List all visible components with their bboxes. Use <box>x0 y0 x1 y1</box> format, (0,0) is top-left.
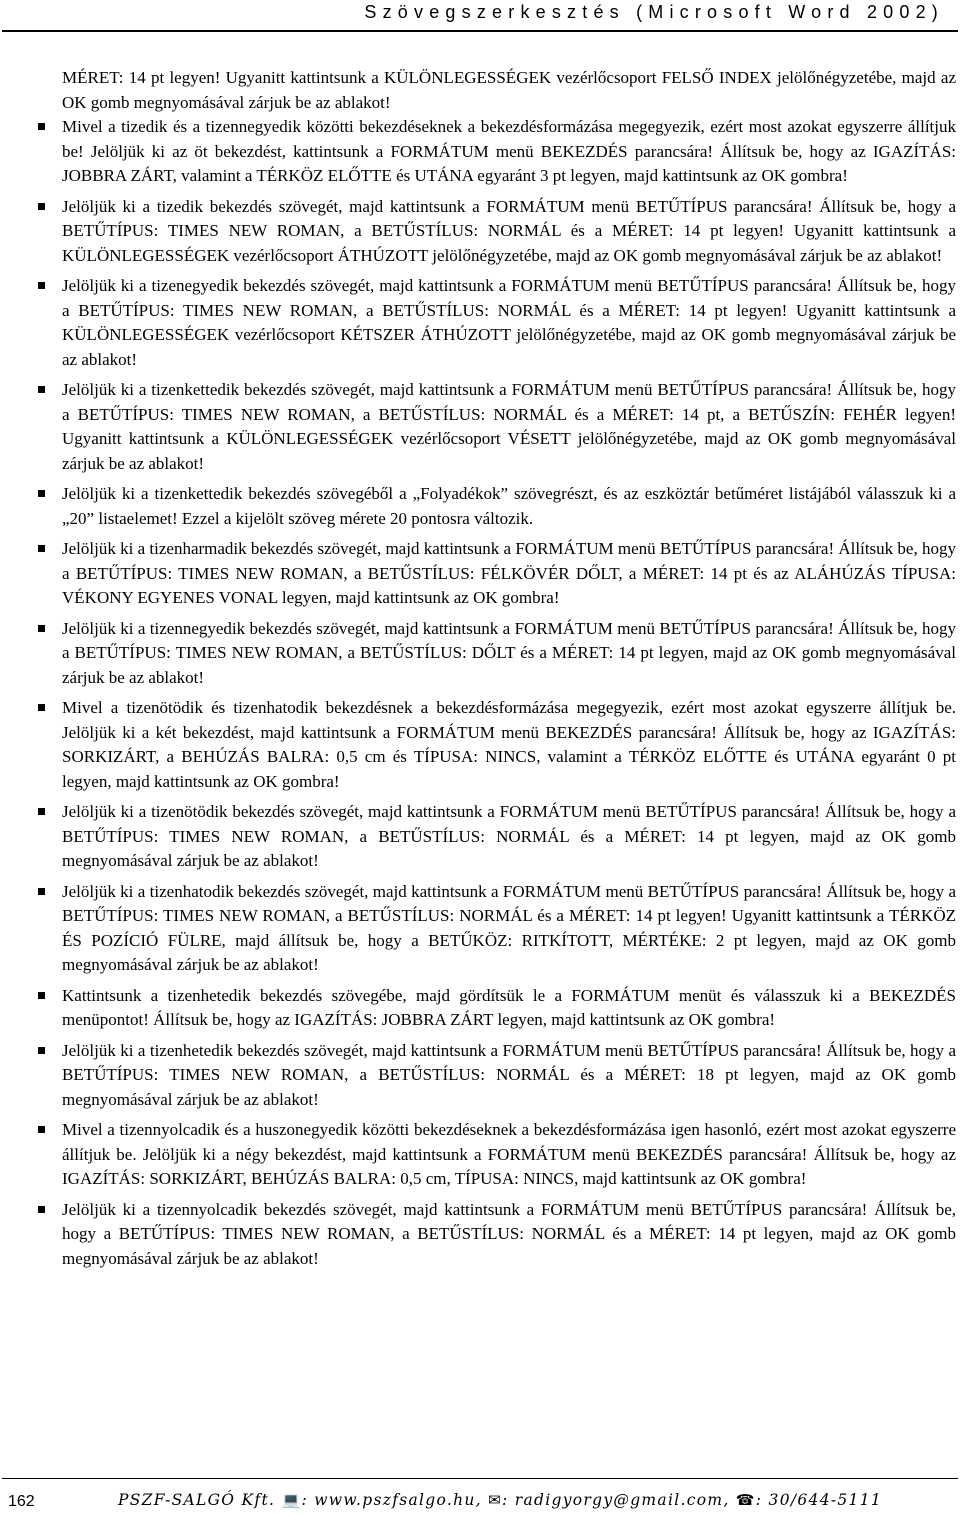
list-item <box>36 617 956 691</box>
envelope-icon: ✉ <box>488 1491 503 1509</box>
page-footer <box>0 1486 960 1516</box>
list-item-text: Mivel a tizenötödik és tizenhatodik bekezdésnek a bekezdésformázása megegyezik, ezért most azokat egyszerre állítjuk be. Jelöljük ki a két bekezdést, majd kattintsunk a FORMÁTUM menü BEKEZDÉS parancsára! Állítsuk be, hogy az IGAZÍTÁS: SORKIZÁRT, a BEHÚZÁS BALRA: 0,5 cm és TÍPUSA: NINCS, valamint a TÉRKÖZ ELŐTTE és UTÁNA egyaránt 0 pt legyen, majd kattintsunk az OK gombra! <box>62 698 956 791</box>
list-item <box>36 1198 956 1272</box>
telephone-icon: ☎ <box>735 1491 756 1509</box>
footer-rule <box>2 1478 958 1479</box>
list-item <box>36 537 956 611</box>
square-bullet-icon <box>38 888 45 895</box>
list-item-text: Jelöljük ki a tizenhetedik bekezdés szövegét, majd kattintsunk a FORMÁTUM menü BETŰTÍPUS parancsára! Állítsuk be, hogy a BETŰTÍPUS: TIMES NEW ROMAN, a BETŰSTÍLUS: NORMÁL és a MÉRET: 18 pt legyen, majd az OK gomb megnyomásával zárjuk be az ablakot! <box>62 1040 956 1109</box>
header-rule <box>2 30 958 32</box>
list-item <box>36 482 956 531</box>
footer-org: PSZF-SALGÓ Kft. <box>118 1491 276 1509</box>
list-item-text: Mivel a tizedik és a tizennegyedik közötti bekezdéseknek a bekezdésformázása megegyezik, ezért most azokat egyszerre állítjuk be! Jelöljük ki az öt bekezdést, kattintsunk a FORMÁTUM menü BEKEZDÉS parancsára! Állítsuk be, hogy az IGAZÍTÁS: JOBBRA ZÁRT, valamint a TÉRKÖZ ELŐTTE és UTÁNA egyaránt 3 pt legyen, majd kattintsunk az OK gombra! <box>62 117 956 185</box>
document-body <box>36 66 956 1277</box>
list-item <box>36 1039 956 1113</box>
footer-phone: 30/644-5111 <box>768 1491 883 1509</box>
list-item-text: Jelöljük ki a tizennegyedik bekezdés szövegét, majd kattintsunk a FORMÁTUM menü BETŰTÍPUS parancsára! Állítsuk be, hogy a BETŰTÍPUS: TIMES NEW ROMAN, a BETŰSTÍLUS: DŐLT és a MÉRET: 14 pt legyen, majd az OK gomb megnyomásával zárjuk be az ablakot! <box>62 618 956 687</box>
intro-paragraph: MÉRET: 14 pt legyen! Ugyanitt kattintsunk a KÜLÖNLEGESSÉGEK vezérlőcsoport FELSŐ INDEX jelölőnégyzetébe, majd az OK gomb megnyomásával zárjuk be az ablakot! <box>62 68 956 112</box>
list-item-text: Jelöljük ki a tizenkettedik bekezdés szövegéből a „Folyadékok” szövegrészt, és az eszköztár betűméret listájából válasszuk ki a „20” listaelemet! Ezzel a kijelölt szöveg mérete 20 pontosra változik. <box>62 484 956 528</box>
list-item <box>36 696 956 794</box>
footer-separator: : <box>301 1491 315 1509</box>
list-item-text: Kattintsunk a tizenhetedik bekezdés szövegébe, majd gördítsük le a FORMÁTUM menüt és válasszuk ki a BEKEZDÉS menüpontot! Állítsuk be, hogy az IGAZÍTÁS: JOBBRA ZÁRT legyen, majd kattintsunk az OK gombra! <box>62 985 956 1029</box>
list-item-text: Jelöljük ki a tizenötödik bekezdés szövegét, majd kattintsunk a FORMÁTUM menü BETŰTÍPUS parancsára! Állítsuk be, hogy a BETŰTÍPUS: TIMES NEW ROMAN, a BETŰSTÍLUS: NORMÁL és a MÉRET: 14 pt legyen, majd az OK gomb megnyomásával zárjuk be az ablakot! <box>62 802 956 870</box>
footer-email[interactable]: radigyorgy@gmail.com, <box>514 1491 730 1509</box>
square-bullet-icon <box>38 1047 45 1054</box>
square-bullet-icon <box>38 123 45 130</box>
square-bullet-icon <box>38 808 45 815</box>
square-bullet-icon <box>38 282 45 289</box>
footer-website[interactable]: www.pszfsalgo.hu, <box>314 1491 482 1509</box>
square-bullet-icon <box>38 490 45 497</box>
square-bullet-icon <box>38 1206 45 1213</box>
list-item <box>36 1118 956 1192</box>
square-bullet-icon <box>38 704 45 711</box>
list-item <box>36 880 956 978</box>
list-item-text: Jelöljük ki a tizedik bekezdés szövegét, majd kattintsunk a FORMÁTUM menü BETŰTÍPUS parancsára! Állítsuk be, hogy a BETŰTÍPUS: TIMES NEW ROMAN, a BETŰSTÍLUS: NORMÁL és a MÉRET: 14 pt legyen! Ugyanitt kattintsunk a KÜLÖNLEGESSÉGEK vezérlőcsoport ÁTHÚZOTT jelölőnégyzetébe, majd az OK gomb megnyomásával zárjuk be az ablakot! <box>62 196 956 265</box>
square-bullet-icon <box>38 625 45 632</box>
square-bullet-icon <box>38 1126 45 1133</box>
square-bullet-icon <box>38 386 45 393</box>
list-item <box>36 195 956 269</box>
list-item <box>36 115 956 189</box>
list-item-text: Jelöljük ki a tizenharmadik bekezdés szövegét, majd kattintsunk a FORMÁTUM menü BETŰTÍPUS parancsára! Állítsuk be, hogy a BETŰTÍPUS: TIMES NEW ROMAN, a BETŰSTÍLUS: FÉLKÖVÉR DŐLT, a MÉRET: 14 pt és az ALÁHÚZÁS TÍPUSA: VÉKONY EGYENES VONAL legyen, majd kattintsunk az OK gombra! <box>62 539 956 607</box>
list-item-text: Jelöljük ki a tizenhatodik bekezdés szövegét, majd kattintsunk a FORMÁTUM menü BETŰTÍPUS parancsára! Állítsuk be, hogy a BETŰTÍPUS: TIMES NEW ROMAN, a BETŰSTÍLUS: NORMÁL és a MÉRET: 14 pt legyen! Ugyanitt kattintsunk a TÉRKÖZ ÉS POZÍCIÓ FÜLRE, majd állítsuk be, hogy a BETŰKÖZ: RITKÍTOTT, MÉRTÉKE: 2 pt legyen, majd az OK gomb megnyomásával zárjuk be az ablakot! <box>62 881 956 974</box>
square-bullet-icon <box>38 203 45 210</box>
list-item-text: Jelöljük ki a tizennyolcadik bekezdés szövegét, majd kattintsunk a FORMÁTUM menü BETŰTÍPUS parancsára! Állítsuk be, hogy a BETŰTÍPUS: TIMES NEW ROMAN, a BETŰSTÍLUS: NORMÁL és a MÉRET: 14 pt legyen, majd az OK gomb megnyomásával zárjuk be az ablakot! <box>62 1199 956 1268</box>
footer-separator: : <box>502 1491 515 1509</box>
page-header: Szövegszerkesztés (Microsoft Word 2002) <box>364 2 944 22</box>
list-item <box>36 274 956 372</box>
list-item-text: Mivel a tizennyolcadik és a huszonegyedik közötti bekezdéseknek a bekezdésformázása igen hasonló, ezért most azokat egyszerre állítjuk be. Jelöljük ki a négy bekezdést, majd kattintsunk a FORMÁTUM menü BEKEZDÉS parancsára! Állítsuk be, hogy az IGAZÍTÁS: SORKIZÁRT, BEHÚZÁS BALRA: 0,5 cm, TÍPUSA: NINCS, majd kattintsunk az OK gombra! <box>62 1120 956 1188</box>
list-item-text: Jelöljük ki a tizenegyedik bekezdés szövegét, majd kattintsunk a FORMÁTUM menü BETŰTÍPUS parancsára! Állítsuk be, hogy a BETŰTÍPUS: TIMES NEW ROMAN, a BETŰSTÍLUS: NORMÁL és a MÉRET: 14 pt legyen! Ugyanitt kattintsunk a KÜLÖNLEGESSÉGEK vezérlőcsoport KÉTSZER ÁTHÚZOTT jelölőnégyzetébe, majd az OK gomb megnyomásával zárjuk be az ablakot! <box>62 276 956 369</box>
list-item <box>36 984 956 1033</box>
computer-icon: 💻 <box>281 1491 302 1509</box>
list-item <box>36 378 956 476</box>
footer-separator: : <box>755 1491 769 1509</box>
list-item-text: Jelöljük ki a tizenkettedik bekezdés szövegét, majd kattintsunk a FORMÁTUM menü BETŰTÍPUS parancsára! Állítsuk be, hogy a BETŰTÍPUS: TIMES NEW ROMAN, a BETŰSTÍLUS: NORMÁL és a MÉRET: 14 pt, a BETŰSZÍN: FEHÉR legyen! Ugyanitt kattintsunk a KÜLÖNLEGESSÉGEK vezérlőcsoport VÉSETT jelölőnégyzetébe, majd az OK gomb megnyomásával zárjuk be az ablakot! <box>62 380 956 473</box>
list-item <box>36 800 956 874</box>
page-number: 162 <box>8 1493 35 1510</box>
footer-contact <box>118 1491 882 1509</box>
square-bullet-icon <box>38 992 45 999</box>
square-bullet-icon <box>38 545 45 552</box>
